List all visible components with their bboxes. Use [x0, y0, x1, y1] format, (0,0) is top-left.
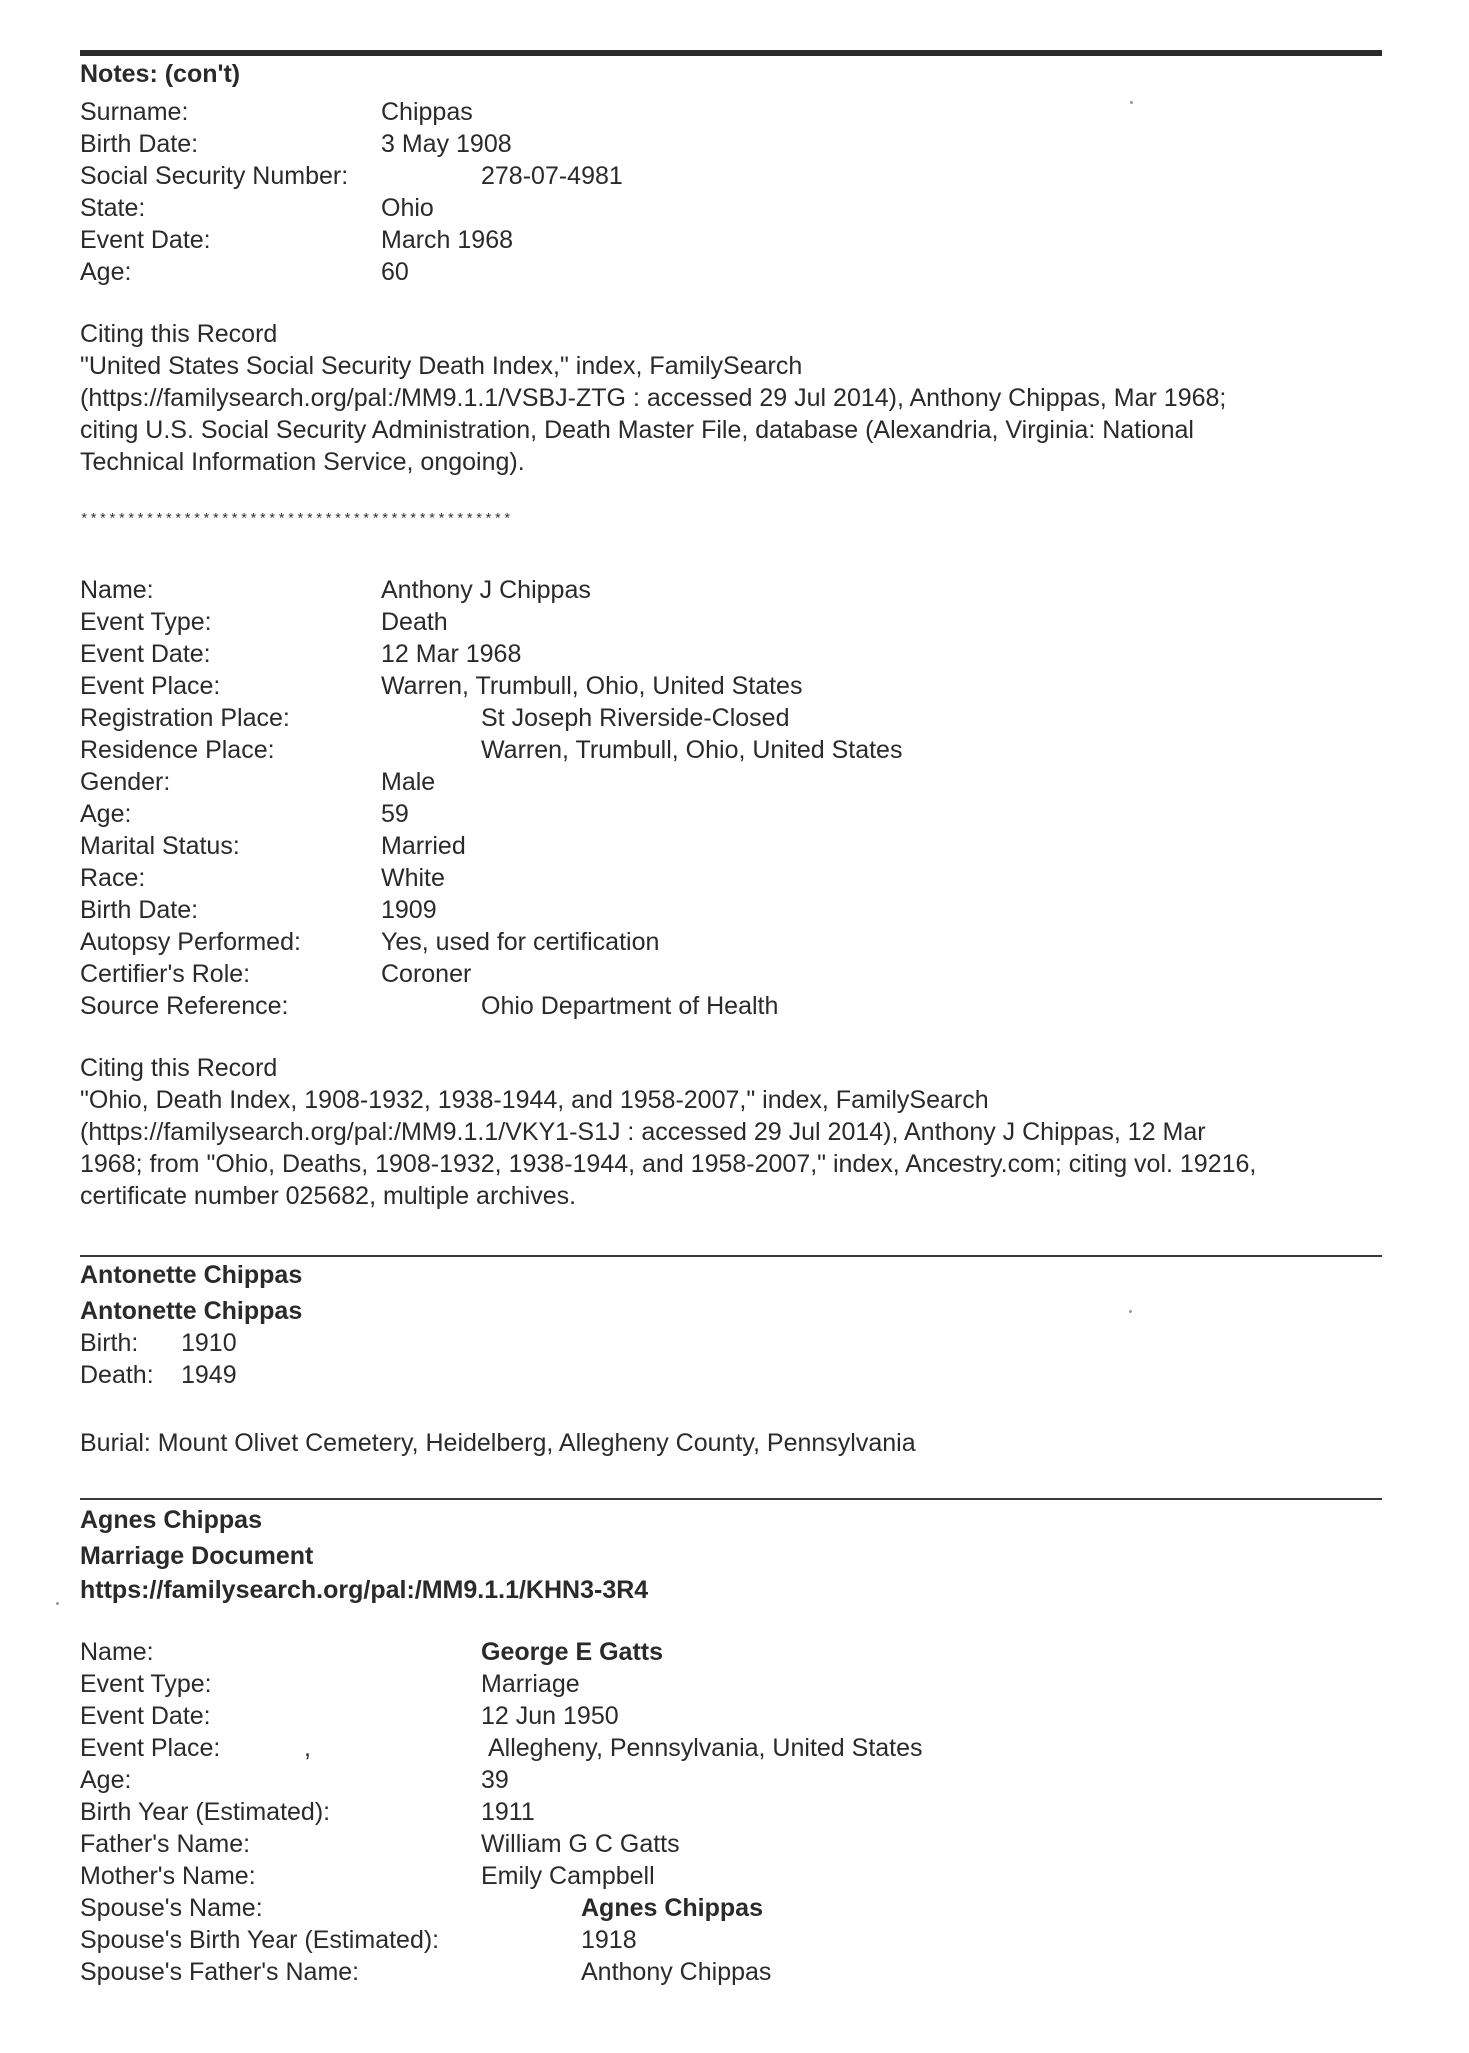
section-rule — [80, 1498, 1382, 1500]
ssdi-label: State: — [80, 194, 146, 222]
notes-header: Notes: (con't) — [80, 60, 241, 88]
death-label: Birth Date: — [80, 896, 199, 924]
marriage-label: Age: — [80, 1766, 132, 1794]
birth-label: Birth: — [80, 1329, 139, 1357]
ssdi-label: Birth Date: — [80, 130, 199, 158]
citation-line: "United States Social Security Death Index," index, FamilySearch — [80, 352, 803, 380]
citation-line: (https://familysearch.org/pal:/MM9.1.1/VKY1-S1J : accessed 29 Jul 2014), Anthony J Chippas, 12 Mar — [80, 1118, 1206, 1146]
citing-title: Citing this Record — [80, 1054, 278, 1082]
death-value: Yes, used for certification — [381, 928, 660, 956]
death-label: Event Date: — [80, 640, 211, 668]
ssdi-label: Age: — [80, 258, 132, 286]
ssdi-label: Surname: — [80, 98, 189, 126]
citation-line: Technical Information Service, ongoing). — [80, 448, 525, 476]
section-subheading: Antonette Chippas — [80, 1297, 303, 1325]
death-label: Registration Place: — [80, 704, 290, 732]
death-label: Certifier's Role: — [80, 960, 251, 988]
death-value: Married — [381, 832, 466, 860]
marriage-value: Anthony Chippas — [581, 1958, 772, 1986]
ssdi-value: 60 — [381, 258, 409, 286]
marriage-label: Spouse's Birth Year (Estimated): — [80, 1926, 440, 1954]
death-label: Race: — [80, 864, 146, 892]
ssdi-value: 278-07-4981 — [481, 162, 623, 190]
marriage-value: Allegheny, Pennsylvania, United States — [488, 1734, 923, 1762]
citation-line: (https://familysearch.org/pal:/MM9.1.1/VSBJ-ZTG : accessed 29 Jul 2014), Anthony Chippas, Mar 1968; — [80, 384, 1227, 412]
section-heading: Agnes Chippas — [80, 1506, 262, 1534]
section-subheading: Marriage Document — [80, 1542, 314, 1570]
ssdi-value: March 1968 — [381, 226, 514, 254]
citation-line: certificate number 025682, multiple archives. — [80, 1182, 577, 1210]
death-value: 1909 — [381, 896, 437, 924]
death-label: Gender: — [80, 768, 171, 796]
stray-comma: , — [304, 1734, 311, 1762]
death-value: White — [381, 864, 445, 892]
marriage-label: Event Place: — [80, 1734, 221, 1762]
scan-speck — [56, 1602, 59, 1605]
document-page — [80, 0, 1380, 2053]
marriage-label: Event Type: — [80, 1670, 212, 1698]
birth-value: 1910 — [181, 1329, 237, 1357]
marriage-value: Agnes Chippas — [581, 1894, 763, 1922]
death-label: Autopsy Performed: — [80, 928, 301, 956]
death-value: Warren, Trumbull, Ohio, United States — [381, 672, 803, 700]
marriage-value: William G C Gatts — [481, 1830, 680, 1858]
marriage-value: Emily Campbell — [481, 1862, 655, 1890]
death-label: Residence Place: — [80, 736, 275, 764]
scan-speck — [1130, 101, 1133, 104]
marriage-label: Birth Year (Estimated): — [80, 1798, 331, 1826]
marriage-label: Name: — [80, 1638, 154, 1666]
death-value: 1949 — [181, 1361, 237, 1389]
burial-line: Burial: Mount Olivet Cemetery, Heidelberg, Allegheny County, Pennsylvania — [80, 1429, 916, 1457]
document-url: https://familysearch.org/pal:/MM9.1.1/KHN3-3R4 — [80, 1576, 649, 1604]
citation-line: 1968; from "Ohio, Deaths, 1908-1932, 1938-1944, and 1958-2007," index, Ancestry.com; citing vol. 19216, — [80, 1150, 1257, 1178]
citing-title: Citing this Record — [80, 320, 278, 348]
marriage-value: 1911 — [481, 1798, 535, 1826]
section-rule — [80, 1255, 1382, 1257]
marriage-value: 1918 — [581, 1926, 637, 1954]
death-value: 12 Mar 1968 — [381, 640, 522, 668]
top-rule — [80, 50, 1382, 56]
death-value: Warren, Trumbull, Ohio, United States — [481, 736, 903, 764]
marriage-label: Event Date: — [80, 1702, 211, 1730]
marriage-value: 39 — [481, 1766, 509, 1794]
death-label: Age: — [80, 800, 132, 828]
death-label: Event Place: — [80, 672, 221, 700]
scan-speck — [1129, 1310, 1132, 1313]
citation-line: citing U.S. Social Security Administration, Death Master File, database (Alexandria, Virginia: National — [80, 416, 1194, 444]
death-value: 59 — [381, 800, 409, 828]
death-label: Source Reference: — [80, 992, 289, 1020]
ssdi-label: Event Date: — [80, 226, 211, 254]
marriage-label: Mother's Name: — [80, 1862, 256, 1890]
marriage-value: George E Gatts — [481, 1638, 663, 1666]
ssdi-value: 3 May 1908 — [381, 130, 512, 158]
death-label: Marital Status: — [80, 832, 240, 860]
marriage-label: Spouse's Name: — [80, 1894, 263, 1922]
citation-line: "Ohio, Death Index, 1908-1932, 1938-1944, and 1958-2007," index, FamilySearch — [80, 1086, 989, 1114]
death-value: Ohio Department of Health — [481, 992, 779, 1020]
death-label: Event Type: — [80, 608, 212, 636]
death-value: Anthony J Chippas — [381, 576, 591, 604]
marriage-value: 12 Jun 1950 — [481, 1702, 619, 1730]
marriage-label: Spouse's Father's Name: — [80, 1958, 360, 1986]
death-label: Name: — [80, 576, 154, 604]
death-value: Male — [381, 768, 436, 796]
marriage-label: Father's Name: — [80, 1830, 251, 1858]
death-value: Death — [381, 608, 448, 636]
asterisk-separator: ********************************************** — [80, 512, 513, 528]
death-label: Death: — [80, 1361, 154, 1389]
ssdi-value: Ohio — [381, 194, 434, 222]
ssdi-label: Social Security Number: — [80, 162, 349, 190]
ssdi-value: Chippas — [381, 98, 473, 126]
death-value: Coroner — [381, 960, 472, 988]
death-value: St Joseph Riverside-Closed — [481, 704, 790, 732]
marriage-value: Marriage — [481, 1670, 580, 1698]
section-heading: Antonette Chippas — [80, 1261, 303, 1289]
